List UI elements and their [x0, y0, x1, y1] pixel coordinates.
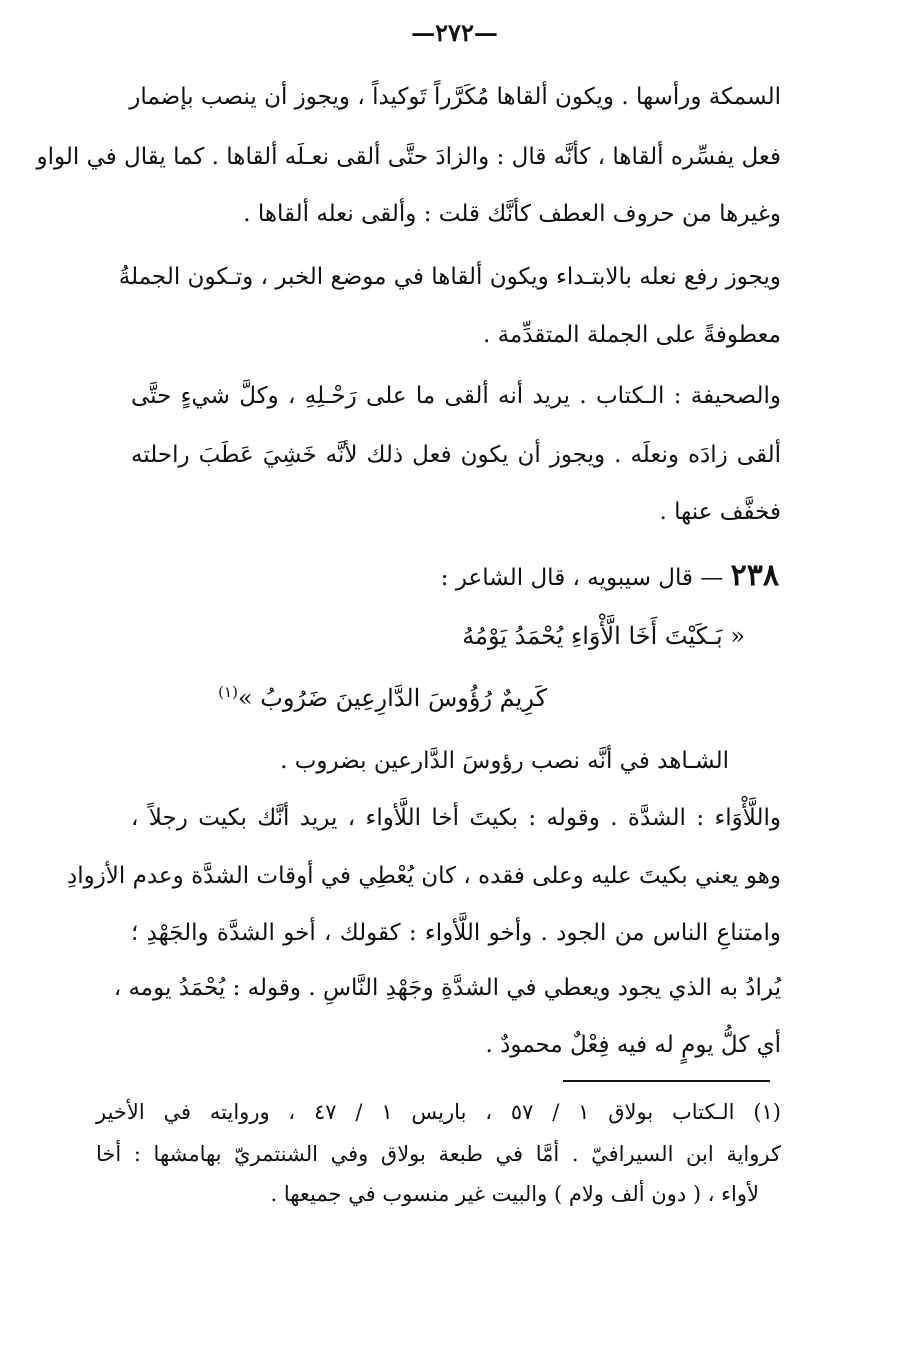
- paragraph-line: وغيرها من حروف العطف كأنَّك قلت : وألقى نعله ألقاها .: [243, 201, 781, 227]
- verse-first-hemistich: « بَـكَيْتَ أَخَا الَّأْوَاءِ يُحْمَدُ يَوْمُهُ: [462, 622, 745, 650]
- paragraph-line: والصحيفة : الـكتاب . يريد أنه ألقى ما على رَحْـلِهِ ، وكلَّ شيءٍ حتَّى: [131, 383, 781, 409]
- commentary-line: يُرادُ به الذي يجود ويعطي في الشدَّةِ وجَهْدِ النَّاسِ . وقوله : يُحْمَدُ يومه ،: [113, 975, 781, 1001]
- verse-second-hemistich: [218, 676, 547, 714]
- commentary-line: وامتناعِ الناس من الجود . وأخو اللَّأواء : كقولك ، أخو الشدَّة والجَهْدِ ؛: [131, 920, 781, 946]
- page-number: —٢٧٢—: [411, 18, 498, 47]
- paragraph-line: ويجوز رفع نعله بالابتـداء ويكون ألقاها في موضع الخبر ، وتـكون الجملةُ: [118, 264, 781, 290]
- entry-number: ٢٣٨: [730, 558, 779, 593]
- verse-second-text: كَرِيمٌ رُؤُوسَ الدَّارِعِينَ ضَرُوبُ »: [237, 684, 547, 712]
- paragraph-line: ألقى زادَه ونعلَه . ويجوز أن يكون فعل ذلك لأنَّه خَشِيَ عَطَبَ راحلته: [131, 442, 781, 468]
- commentary-line: الشـاهد في أنَّه نصب رؤوسَ الدَّارعين بضروب .: [280, 748, 729, 774]
- paragraph-line: السمكة ورأسها . ويكون ألقاها مُكَرَّراً تَوكيداً ، ويجوز أن ينصب بإضمار: [129, 84, 781, 110]
- footnote-line: (١) الـكتاب بولاق ١ / ٥٧ ، باريس ١ / ٤٧ ، وروايته في الأخير: [96, 1100, 781, 1124]
- footnote-line: لأواء ، ( دون ألف ولام ) والبيت غير منسوب في جميعها .: [270, 1182, 759, 1206]
- commentary-line: وهو يعني بكيتَ عليه وعلى فقده ، كان يُعْطِي في أوقات الشدَّة وعدم الأزوادِ: [66, 863, 781, 889]
- entry-intro: — قال سيبويه ، قال الشاعر :: [440, 565, 724, 591]
- footnote-line: كرواية ابن السيرافيّ . أمَّا في طبعة بولاق وفي الشنتمريّ بهامشها : أخا: [96, 1142, 781, 1166]
- paragraph-line: فعل يفسِّره ألقاها ، كأنَّه قال : والزادَ حتَّى ألقى نعـلَه ألقاها . كما يقال في الواو: [36, 144, 781, 170]
- footnote-divider: [563, 1080, 770, 1082]
- commentary-line: واللَّأْوَاء : الشدَّة . وقوله : بكيتَ أخا اللَّأواء ، يريد أنَّك بكيت رجلاً ،: [131, 805, 781, 831]
- paragraph-line: معطوفةً على الجملة المتقدِّمة .: [482, 322, 781, 348]
- paragraph-line: فخفَّف عنها .: [659, 499, 781, 525]
- commentary-line: أي كلُّ يومٍ له فيه فِعْلٌ محمودٌ .: [485, 1032, 781, 1058]
- footnote-marker: (١): [218, 683, 238, 701]
- entry-header: [129, 558, 779, 593]
